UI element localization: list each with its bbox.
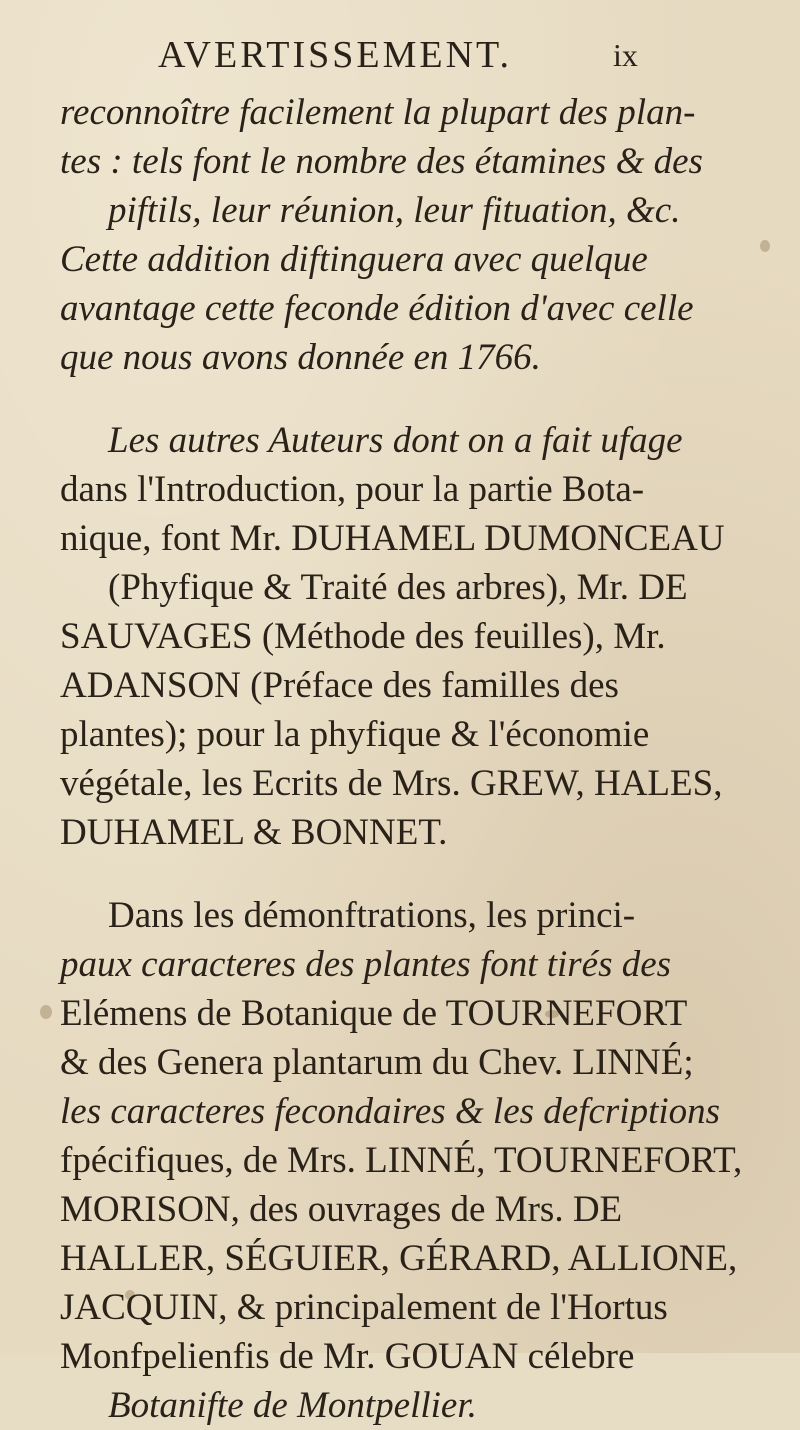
text-line: reconnoître facilement la plupart des plan- (60, 92, 696, 133)
page-header (158, 30, 678, 80)
text-line: dans l'Introduction, pour la partie Bota- (60, 469, 645, 510)
body-text (60, 88, 755, 1430)
text-line: MORISON, des ouvrages de Mrs. DE (60, 1189, 623, 1230)
text-line: Monfpelienfis de Mr. GOUAN célebre (60, 1336, 635, 1377)
text-line: Les autres Auteurs dont on a fait ufage (108, 420, 683, 461)
text-line: ADANSON (Préface des familles des (60, 665, 619, 706)
text-line: JACQUIN, & principalement de l'Hortus (60, 1287, 668, 1328)
text-line: tes : tels font le nombre des étamines & des (60, 141, 703, 182)
text-line: Dans les démonftrations, les princi- (108, 895, 636, 936)
text-line: & des Genera plantarum du Chev. LINNÉ; (60, 1042, 694, 1083)
foxing-spot (760, 240, 770, 252)
text-line: HALLER, SÉGUIER, GÉRARD, ALLIONE, (60, 1238, 738, 1279)
text-line: DUHAMEL & BONNET. (60, 812, 448, 853)
foxing-spot (40, 1005, 52, 1019)
text-line: piftils, leur réunion, leur fituation, &c. (108, 190, 681, 231)
text-line: avantage cette feconde édition d'avec celle (60, 288, 694, 329)
text-line: végétale, les Ecrits de Mrs. GREW, HALES, (60, 763, 723, 804)
text-line: que nous avons donnée en 1766. (60, 337, 541, 378)
text-line: fpécifiques, de Mrs. LINNÉ, TOURNEFORT, (60, 1140, 743, 1181)
text-line: les caracteres fecondaires & les defcriptions (60, 1091, 721, 1132)
text-line: plantes); pour la phyfique & l'économie (60, 714, 650, 755)
text-line: Elémens de Botanique de TOURNEFORT (60, 993, 688, 1034)
text-line: paux caracteres des plantes font tirés des (60, 944, 672, 985)
text-line: nique, font Mr. DUHAMEL DUMONCEAU (60, 518, 725, 559)
running-head: AVERTISSEMENT. (158, 34, 512, 76)
page-number: ix (613, 37, 638, 73)
text-line: Botanifte de Montpellier. (108, 1385, 477, 1426)
text-line: SAUVAGES (Méthode des feuilles), Mr. (60, 616, 666, 657)
text-line: Cette addition diftinguera avec quelque (60, 239, 648, 280)
text-line: (Phyfique & Traité des arbres), Mr. DE (108, 567, 688, 608)
